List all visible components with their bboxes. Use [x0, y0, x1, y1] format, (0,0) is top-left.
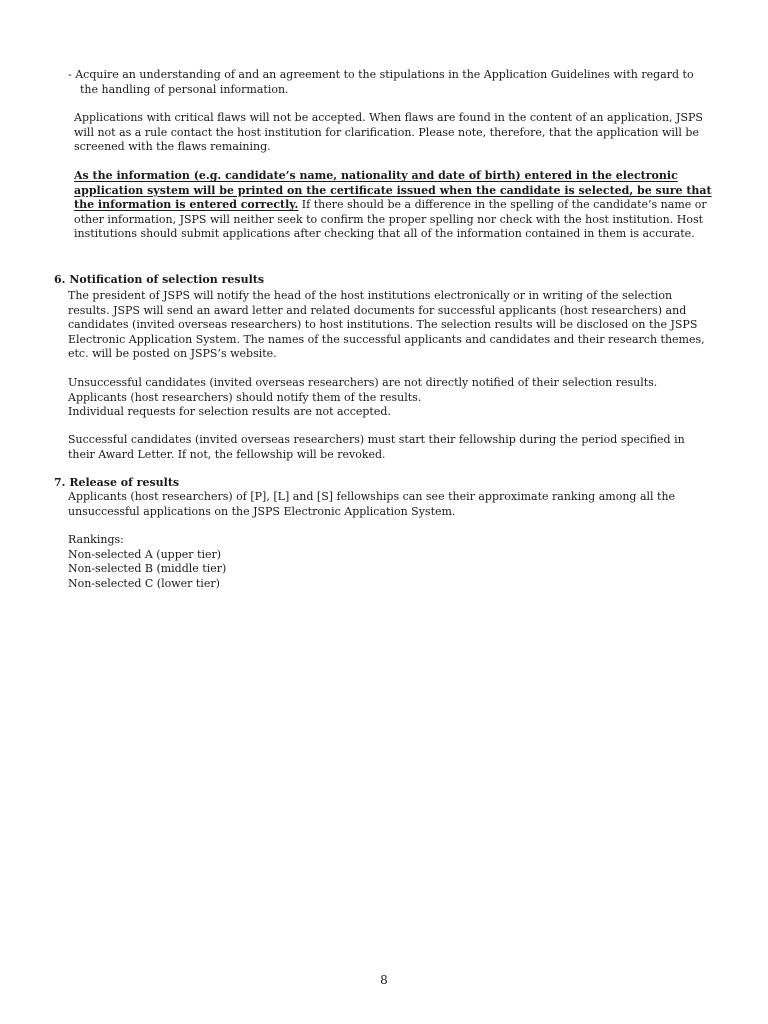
ranking-item: Non-selected B (middle tier): [68, 562, 227, 575]
section-6-line: Individual requests for selection results are not accepted.: [68, 405, 391, 418]
flaws-paragraph: Applications with critical flaws will not be accepted. When flaws are found in the content of an application, JSPS will not as a rule contact the host institution for clarification. Please note, therefore, that the application will be screened with the flaws remaining.: [74, 111, 703, 153]
section-6-paragraph-1: The president of JSPS will notify the head of the host institutions electronically or in writing of the selection results. JSPS will send an award letter and related documents for successful applicants (host researchers) and candidates (invited overseas researchers) to host institutions. The selection results will be disclosed on the JSPS Electronic Application System. The names of the successful applicants and candidates and their research themes, etc. will be posted on JSPS’s website.: [68, 289, 705, 360]
info-accuracy-rest: If there should be a difference in the spelling of the candidate’s name or other information, JSPS will neither seek to confirm the proper spelling nor check with the host institution. Host institutions should submit applications after checking that all of the information contained in them is accurate.: [74, 198, 707, 240]
bullet-line-2: the handling of personal information.: [80, 82, 289, 96]
page-number: 8: [380, 973, 388, 987]
info-accuracy-emphasis: As the information (e.g. candidate’s name, nationality and date of birth) entered in the electronic application system will be printed on the certificate issued when the candidate is selected, be sure that the information is entered correctly.: [74, 169, 712, 211]
section-7-heading: 7. Release of results: [54, 476, 180, 489]
section-7-paragraph-1: Applicants (host researchers) of [P], [L] and [S] fellowships can see their approximate ranking among all the unsuccessful applications on the JSPS Electronic Application System.: [68, 490, 676, 518]
section-6-line: Applicants (host researchers) should notify them of the results.: [68, 390, 422, 404]
section-6-line: Unsuccessful candidates (invited overseas researchers) are not directly notified of their selection results.: [68, 376, 658, 389]
ranking-item: Non-selected C (lower tier): [68, 576, 220, 590]
section-6-paragraph-2: [68, 376, 708, 420]
info-accuracy-paragraph: [74, 169, 714, 242]
rankings-list: [68, 533, 368, 591]
ranking-item: Non-selected A (upper tier): [68, 547, 222, 561]
rankings-label: Rankings:: [68, 533, 124, 546]
bullet-line-1: - Acquire an understanding of and an agreement to the stipulations in the Application Guidelines with regard to: [68, 68, 694, 81]
section-6-heading: 6. Notification of selection results: [54, 273, 265, 286]
personal-info-bullet: [68, 68, 718, 97]
section-6-paragraph-3: Successful candidates (invited overseas researchers) must start their fellowship during the period specified in their Award Letter. If not, the fellowship will be revoked.: [68, 433, 685, 461]
